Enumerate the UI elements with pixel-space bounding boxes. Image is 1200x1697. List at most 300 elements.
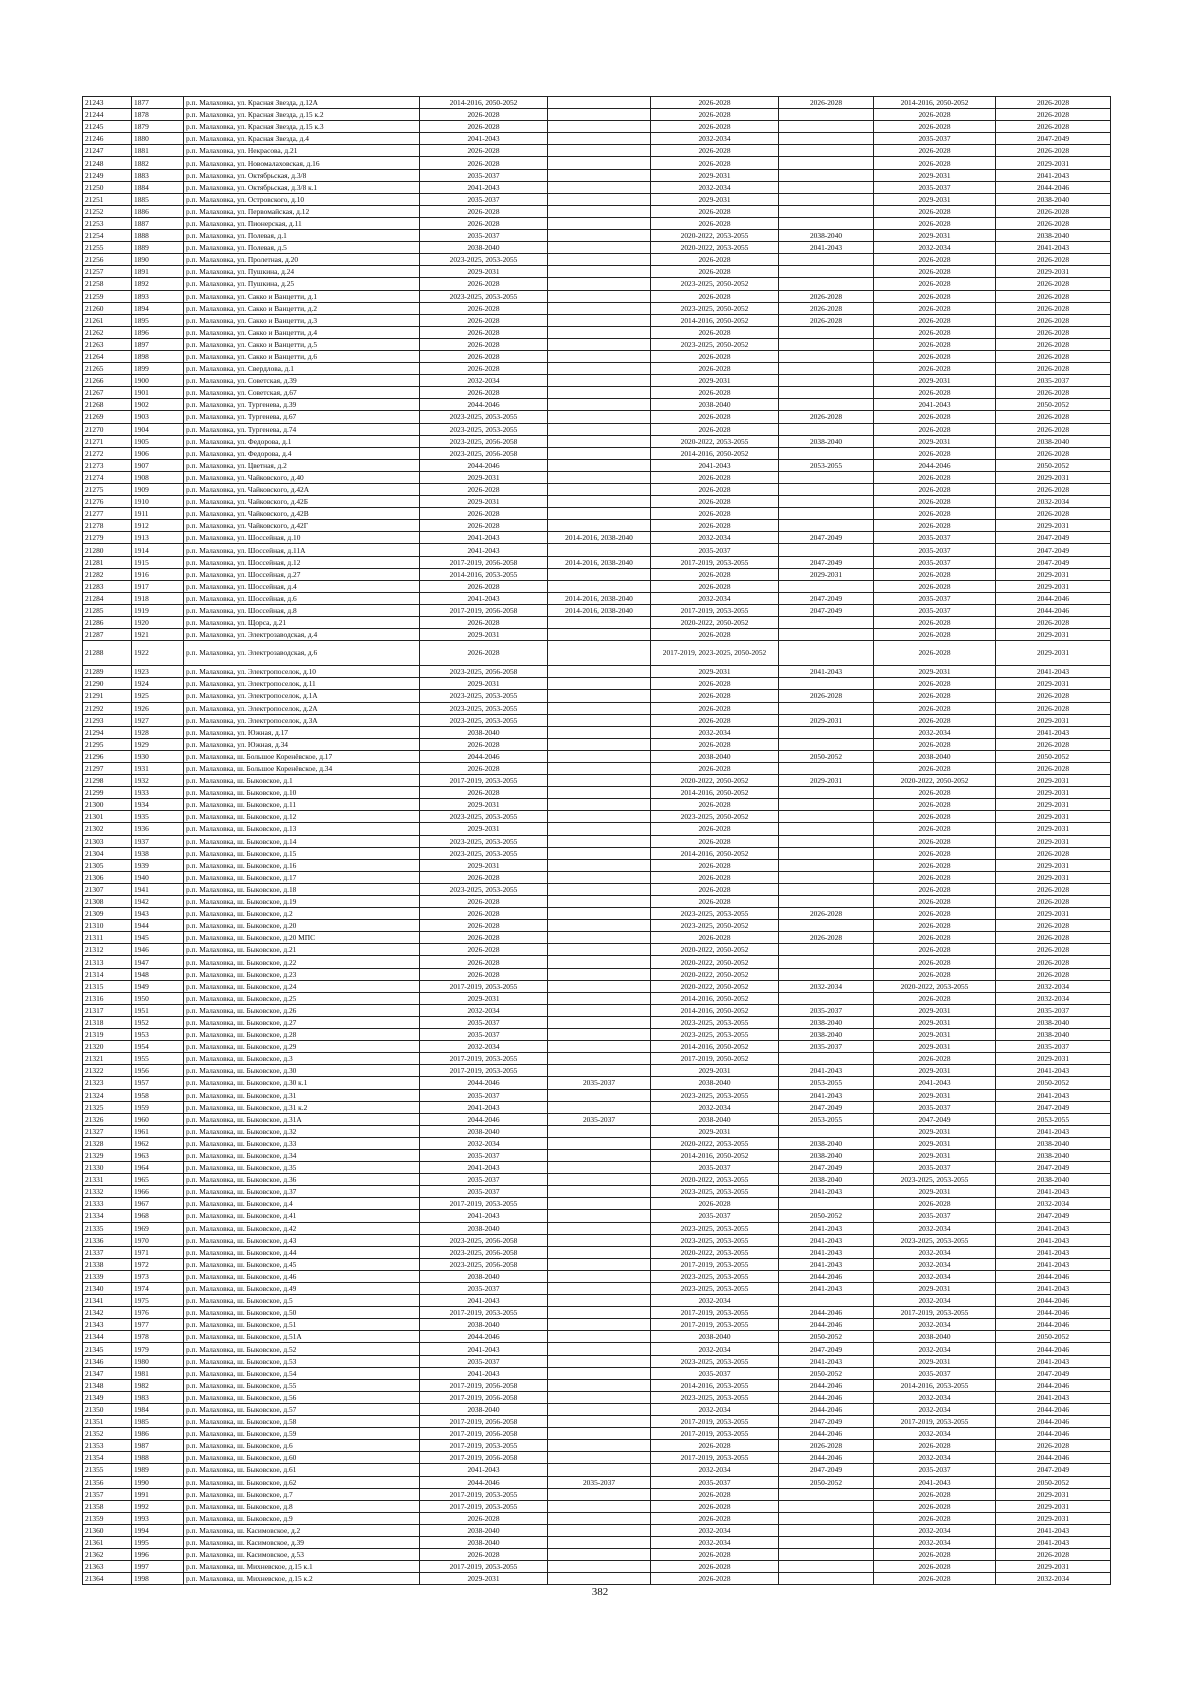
cell-object-number: 1921 — [132, 629, 184, 641]
cell-period-col-5 — [548, 1464, 651, 1476]
cell-period-col-7: 2026-2028 — [779, 290, 874, 302]
cell-period-col-8: 2029-2031 — [874, 1029, 996, 1041]
cell-period-col-6: 2014-2016, 2050-2052 — [651, 992, 779, 1004]
cell-address: р.п. Малаховка, ш. Быковское, д.14 — [184, 835, 420, 847]
cell-object-number: 1892 — [132, 278, 184, 290]
cell-period-col-7: 2047-2049 — [779, 532, 874, 544]
cell-period-col-8: 2032-2034 — [874, 1222, 996, 1234]
table-row — [83, 738, 1111, 750]
cell-period-col-9: 2044-2046 — [996, 1307, 1111, 1319]
cell-period-col-8: 2026-2028 — [874, 447, 996, 459]
cell-period-col-6: 2038-2040 — [651, 1113, 779, 1125]
table-row — [83, 544, 1111, 556]
cell-object-number: 1995 — [132, 1536, 184, 1548]
cell-row-id: 21281 — [83, 556, 132, 568]
cell-object-number: 1946 — [132, 944, 184, 956]
cell-period-col-4: 2023-2025, 2056-2058 — [420, 1234, 548, 1246]
cell-period-col-8: 2032-2034 — [874, 1391, 996, 1403]
cell-period-col-5 — [548, 1295, 651, 1307]
cell-period-col-5 — [548, 1137, 651, 1149]
cell-row-id: 21287 — [83, 629, 132, 641]
cell-period-col-5 — [548, 217, 651, 229]
cell-address: р.п. Малаховка, ш. Касимовское, д.2 — [184, 1524, 420, 1536]
cell-period-col-9: 2041-2043 — [996, 1391, 1111, 1403]
cell-period-col-6: 2035-2037 — [651, 1210, 779, 1222]
cell-period-col-9: 2050-2052 — [996, 399, 1111, 411]
cell-address: р.п. Малаховка, ул. Федорова, д.4 — [184, 447, 420, 459]
cell-object-number: 1903 — [132, 411, 184, 423]
table-row — [83, 1488, 1111, 1500]
cell-period-col-4: 2026-2028 — [420, 302, 548, 314]
cell-period-col-9: 2044-2046 — [996, 1379, 1111, 1391]
cell-period-col-5 — [548, 326, 651, 338]
cell-period-col-7 — [779, 617, 874, 629]
cell-object-number: 1929 — [132, 738, 184, 750]
cell-period-col-8: 2041-2043 — [874, 1476, 996, 1488]
table-row — [83, 1307, 1111, 1319]
cell-object-number: 1962 — [132, 1137, 184, 1149]
cell-period-col-8: 2035-2037 — [874, 1464, 996, 1476]
table-row — [83, 908, 1111, 920]
cell-period-col-4: 2035-2037 — [420, 1149, 548, 1161]
cell-period-col-9: 2047-2049 — [996, 544, 1111, 556]
cell-period-col-4: 2029-2031 — [420, 1573, 548, 1585]
cell-period-col-4: 2032-2034 — [420, 1137, 548, 1149]
cell-period-col-9: 2029-2031 — [996, 1500, 1111, 1512]
cell-period-col-4: 2026-2028 — [420, 787, 548, 799]
cell-row-id: 21326 — [83, 1113, 132, 1125]
cell-period-col-6: 2026-2028 — [651, 290, 779, 302]
cell-row-id: 21243 — [83, 97, 132, 109]
cell-period-col-5 — [548, 714, 651, 726]
table-row — [83, 604, 1111, 616]
cell-period-col-6: 2026-2028 — [651, 484, 779, 496]
table-row — [83, 205, 1111, 217]
cell-address: р.п. Малаховка, ул. Красная Звезда, д.15 к.3 — [184, 121, 420, 133]
cell-period-col-7: 2041-2043 — [779, 1246, 874, 1258]
cell-address: р.п. Малаховка, ш. Быковское, д.31А — [184, 1113, 420, 1125]
cell-period-col-8: 2026-2028 — [874, 266, 996, 278]
cell-period-col-4: 2026-2028 — [420, 956, 548, 968]
cell-period-col-7 — [779, 1500, 874, 1512]
table-row — [83, 968, 1111, 980]
cell-address: р.п. Малаховка, ш. Быковское, д.8 — [184, 1500, 420, 1512]
cell-period-col-9: 2041-2043 — [996, 1186, 1111, 1198]
cell-period-col-5 — [548, 1029, 651, 1041]
table-row — [83, 1162, 1111, 1174]
cell-period-col-8: 2026-2028 — [874, 787, 996, 799]
cell-object-number: 1926 — [132, 702, 184, 714]
cell-period-col-7: 2047-2049 — [779, 556, 874, 568]
cell-object-number: 1993 — [132, 1512, 184, 1524]
cell-period-col-4: 2023-2025, 2056-2058 — [420, 1246, 548, 1258]
cell-object-number: 1939 — [132, 859, 184, 871]
table-row — [83, 314, 1111, 326]
cell-period-col-5 — [548, 666, 651, 678]
cell-period-col-5 — [548, 145, 651, 157]
cell-period-col-4: 2017-2019, 2056-2058 — [420, 1416, 548, 1428]
table-row — [83, 230, 1111, 242]
cell-period-col-4: 2014-2016, 2053-2055 — [420, 568, 548, 580]
cell-address: р.п. Малаховка, ул. Красная Звезда, д.15 к.2 — [184, 109, 420, 121]
table-row — [83, 1258, 1111, 1270]
cell-period-col-6: 2029-2031 — [651, 169, 779, 181]
cell-period-col-7: 2050-2052 — [779, 1367, 874, 1379]
cell-period-col-9: 2047-2049 — [996, 1367, 1111, 1379]
cell-row-id: 21288 — [83, 641, 132, 666]
cell-row-id: 21307 — [83, 883, 132, 895]
cell-period-col-4: 2017-2019, 2056-2058 — [420, 1428, 548, 1440]
cell-period-col-6: 2026-2028 — [651, 1549, 779, 1561]
cell-row-id: 21321 — [83, 1053, 132, 1065]
cell-period-col-4: 2029-2031 — [420, 471, 548, 483]
cell-period-col-9: 2044-2046 — [996, 1428, 1111, 1440]
table-row — [83, 787, 1111, 799]
cell-address: р.п. Малаховка, ш. Быковское, д.33 — [184, 1137, 420, 1149]
cell-period-col-9: 2041-2043 — [996, 1536, 1111, 1548]
cell-address: р.п. Малаховка, ш. Быковское, д.17 — [184, 871, 420, 883]
cell-period-col-8: 2026-2028 — [874, 678, 996, 690]
cell-row-id: 21275 — [83, 484, 132, 496]
cell-period-col-6: 2026-2028 — [651, 580, 779, 592]
table-row — [83, 726, 1111, 738]
cell-object-number: 1949 — [132, 980, 184, 992]
cell-address: р.п. Малаховка, ш. Михневское, д.15 к.2 — [184, 1573, 420, 1585]
cell-address: р.п. Малаховка, ш. Быковское, д.1 — [184, 775, 420, 787]
cell-period-col-4: 2017-2019, 2056-2058 — [420, 604, 548, 616]
cell-period-col-6: 2026-2028 — [651, 1512, 779, 1524]
cell-period-col-5 — [548, 762, 651, 774]
cell-period-col-6: 2014-2016, 2050-2052 — [651, 847, 779, 859]
cell-object-number: 1896 — [132, 326, 184, 338]
cell-row-id: 21312 — [83, 944, 132, 956]
cell-period-col-5 — [548, 411, 651, 423]
cell-period-col-8: 2035-2037 — [874, 133, 996, 145]
cell-period-col-7: 2038-2040 — [779, 1137, 874, 1149]
cell-period-col-6: 2020-2022, 2053-2055 — [651, 242, 779, 254]
cell-period-col-9: 2038-2040 — [996, 193, 1111, 205]
cell-period-col-8: 2041-2043 — [874, 399, 996, 411]
cell-address: р.п. Малаховка, ул. Чайковского, д.42В — [184, 508, 420, 520]
table-row — [83, 980, 1111, 992]
cell-period-col-5 — [548, 157, 651, 169]
cell-period-col-7 — [779, 1524, 874, 1536]
cell-period-col-9: 2029-2031 — [996, 787, 1111, 799]
cell-object-number: 1945 — [132, 932, 184, 944]
cell-period-col-7 — [779, 641, 874, 666]
cell-period-col-4: 2026-2028 — [420, 217, 548, 229]
cell-object-number: 1956 — [132, 1065, 184, 1077]
cell-period-col-7 — [779, 1053, 874, 1065]
cell-period-col-8: 2026-2028 — [874, 859, 996, 871]
cell-object-number: 1981 — [132, 1367, 184, 1379]
table-row — [83, 350, 1111, 362]
cell-row-id: 21341 — [83, 1295, 132, 1307]
cell-row-id: 21308 — [83, 896, 132, 908]
table-row — [83, 859, 1111, 871]
cell-period-col-8: 2035-2037 — [874, 181, 996, 193]
cell-row-id: 21324 — [83, 1089, 132, 1101]
cell-period-col-8: 2026-2028 — [874, 1440, 996, 1452]
cell-period-col-9: 2029-2031 — [996, 568, 1111, 580]
table-row — [83, 121, 1111, 133]
cell-object-number: 1997 — [132, 1561, 184, 1573]
cell-period-col-5 — [548, 363, 651, 375]
cell-row-id: 21344 — [83, 1331, 132, 1343]
cell-period-col-5 — [548, 1403, 651, 1415]
cell-object-number: 1915 — [132, 556, 184, 568]
table-row — [83, 133, 1111, 145]
table-row — [83, 1573, 1111, 1585]
cell-period-col-6: 2017-2019, 2053-2055 — [651, 1258, 779, 1270]
table-row — [83, 714, 1111, 726]
cell-period-col-6: 2026-2028 — [651, 97, 779, 109]
cell-row-id: 21323 — [83, 1077, 132, 1089]
cell-address: р.п. Малаховка, ш. Быковское, д.41 — [184, 1210, 420, 1222]
cell-period-col-5 — [548, 1343, 651, 1355]
cell-row-id: 21268 — [83, 399, 132, 411]
cell-period-col-9: 2038-2040 — [996, 230, 1111, 242]
cell-period-col-4: 2038-2040 — [420, 1270, 548, 1282]
cell-period-col-8: 2026-2028 — [874, 508, 996, 520]
cell-period-col-4: 2023-2025, 2053-2055 — [420, 883, 548, 895]
cell-period-col-8: 2017-2019, 2053-2055 — [874, 1416, 996, 1428]
cell-address: р.п. Малаховка, ш. Быковское, д.51А — [184, 1331, 420, 1343]
cell-period-col-6: 2017-2019, 2023-2025, 2050-2052 — [651, 641, 779, 666]
cell-period-col-5 — [548, 423, 651, 435]
cell-period-col-4: 2041-2043 — [420, 544, 548, 556]
cell-address: р.п. Малаховка, ш. Быковское, д.43 — [184, 1234, 420, 1246]
cell-period-col-6: 2026-2028 — [651, 423, 779, 435]
cell-period-col-4: 2023-2025, 2053-2055 — [420, 847, 548, 859]
cell-row-id: 21311 — [83, 932, 132, 944]
cell-period-col-7 — [779, 847, 874, 859]
cell-period-col-8: 2026-2028 — [874, 956, 996, 968]
cell-object-number: 1918 — [132, 592, 184, 604]
cell-period-col-4: 2029-2031 — [420, 799, 548, 811]
cell-period-col-4: 2041-2043 — [420, 532, 548, 544]
table-row — [83, 568, 1111, 580]
cell-period-col-9: 2026-2028 — [996, 738, 1111, 750]
cell-object-number: 1948 — [132, 968, 184, 980]
cell-period-col-4: 2026-2028 — [420, 871, 548, 883]
cell-period-col-9: 2044-2046 — [996, 1270, 1111, 1282]
cell-period-col-9: 2026-2028 — [996, 944, 1111, 956]
page-number: 382 — [591, 1586, 609, 1598]
cell-period-col-6: 2026-2028 — [651, 629, 779, 641]
cell-period-col-9: 2029-2031 — [996, 799, 1111, 811]
cell-period-col-8: 2026-2028 — [874, 702, 996, 714]
cell-address: р.п. Малаховка, ш. Быковское, д.46 — [184, 1270, 420, 1282]
cell-period-col-5 — [548, 1258, 651, 1270]
cell-period-col-4: 2041-2043 — [420, 1367, 548, 1379]
cell-period-col-9: 2026-2028 — [996, 447, 1111, 459]
cell-period-col-5 — [548, 641, 651, 666]
cell-object-number: 1913 — [132, 532, 184, 544]
cell-period-col-5 — [548, 350, 651, 362]
cell-period-col-5 — [548, 387, 651, 399]
table-row — [83, 1319, 1111, 1331]
cell-period-col-9: 2038-2040 — [996, 1137, 1111, 1149]
cell-period-col-9: 2029-2031 — [996, 1561, 1111, 1573]
cell-period-col-5 — [548, 1174, 651, 1186]
cell-period-col-9: 2038-2040 — [996, 435, 1111, 447]
cell-period-col-8: 2026-2028 — [874, 762, 996, 774]
cell-object-number: 1899 — [132, 363, 184, 375]
cell-period-col-7: 2032-2034 — [779, 980, 874, 992]
cell-period-col-4: 2035-2037 — [420, 169, 548, 181]
cell-period-col-6: 2020-2022, 2053-2055 — [651, 1174, 779, 1186]
cell-period-col-9: 2029-2031 — [996, 266, 1111, 278]
cell-period-col-6: 2026-2028 — [651, 411, 779, 423]
cell-address: р.п. Малаховка, ш. Быковское, д.45 — [184, 1258, 420, 1270]
cell-address: р.п. Малаховка, ш. Быковское, д.57 — [184, 1403, 420, 1415]
cell-period-col-4: 2026-2028 — [420, 363, 548, 375]
cell-period-col-6: 2026-2028 — [651, 508, 779, 520]
table-row — [83, 145, 1111, 157]
cell-period-col-7: 2041-2043 — [779, 1222, 874, 1234]
table-row — [83, 1029, 1111, 1041]
cell-period-col-7: 2047-2049 — [779, 604, 874, 616]
cell-period-col-4: 2035-2037 — [420, 1016, 548, 1028]
cell-period-col-4: 2026-2028 — [420, 641, 548, 666]
cell-period-col-5 — [548, 932, 651, 944]
cell-period-col-9: 2029-2031 — [996, 1053, 1111, 1065]
table-row — [83, 1331, 1111, 1343]
cell-object-number: 1961 — [132, 1125, 184, 1137]
cell-period-col-7 — [779, 338, 874, 350]
table-row — [83, 956, 1111, 968]
cell-period-col-9: 2029-2031 — [996, 520, 1111, 532]
table-row — [83, 1416, 1111, 1428]
cell-period-col-7 — [779, 1295, 874, 1307]
cell-object-number: 1908 — [132, 471, 184, 483]
cell-row-id: 21310 — [83, 920, 132, 932]
cell-row-id: 21317 — [83, 1004, 132, 1016]
cell-address: р.п. Малаховка, ш. Быковское, д.18 — [184, 883, 420, 895]
table-row — [83, 1295, 1111, 1307]
cell-period-col-9: 2044-2046 — [996, 1452, 1111, 1464]
cell-period-col-4: 2044-2046 — [420, 399, 548, 411]
cell-period-col-4: 2026-2028 — [420, 932, 548, 944]
cell-period-col-7: 2047-2049 — [779, 1464, 874, 1476]
cell-period-col-7 — [779, 254, 874, 266]
cell-address: р.п. Малаховка, ш. Быковское, д.3 — [184, 1053, 420, 1065]
cell-period-col-6: 2026-2028 — [651, 896, 779, 908]
cell-row-id: 21336 — [83, 1234, 132, 1246]
cell-address: р.п. Малаховка, ул. Шоссейная, д.4 — [184, 580, 420, 592]
cell-address: р.п. Малаховка, ш. Быковское, д.55 — [184, 1379, 420, 1391]
cell-period-col-6: 2026-2028 — [651, 1561, 779, 1573]
cell-period-col-9: 2026-2028 — [996, 363, 1111, 375]
cell-period-col-6: 2017-2019, 2053-2055 — [651, 1416, 779, 1428]
cell-period-col-4: 2017-2019, 2053-2055 — [420, 1053, 548, 1065]
cell-period-col-7 — [779, 823, 874, 835]
cell-row-id: 21305 — [83, 859, 132, 871]
cell-period-col-7 — [779, 1549, 874, 1561]
cell-period-col-6: 2020-2022, 2050-2052 — [651, 968, 779, 980]
cell-period-col-5 — [548, 1234, 651, 1246]
table-row — [83, 580, 1111, 592]
cell-period-col-8: 2035-2037 — [874, 544, 996, 556]
cell-period-col-8: 2029-2031 — [874, 1125, 996, 1137]
cell-period-col-5 — [548, 314, 651, 326]
cell-period-col-8: 2029-2031 — [874, 1149, 996, 1161]
cell-period-col-4: 2017-2019, 2056-2058 — [420, 1391, 548, 1403]
cell-period-col-9: 2047-2049 — [996, 133, 1111, 145]
cell-object-number: 1889 — [132, 242, 184, 254]
cell-period-col-7: 2050-2052 — [779, 1210, 874, 1222]
cell-object-number: 1886 — [132, 205, 184, 217]
cell-period-col-4: 2029-2031 — [420, 992, 548, 1004]
cell-period-col-5 — [548, 1210, 651, 1222]
cell-period-col-4: 2044-2046 — [420, 750, 548, 762]
cell-period-col-4: 2035-2037 — [420, 1174, 548, 1186]
cell-period-col-7 — [779, 375, 874, 387]
cell-period-col-9: 2044-2046 — [996, 1403, 1111, 1415]
cell-address: р.п. Малаховка, ш. Быковское, д.49 — [184, 1283, 420, 1295]
cell-period-col-7 — [779, 169, 874, 181]
cell-address: р.п. Малаховка, ул. Щорса, д.21 — [184, 617, 420, 629]
cell-period-col-4: 2026-2028 — [420, 580, 548, 592]
cell-row-id: 21313 — [83, 956, 132, 968]
cell-period-col-7: 2038-2040 — [779, 1016, 874, 1028]
cell-object-number: 1881 — [132, 145, 184, 157]
cell-period-col-5 — [548, 302, 651, 314]
cell-period-col-8: 2020-2022, 2053-2055 — [874, 980, 996, 992]
cell-period-col-4: 2023-2025, 2056-2058 — [420, 435, 548, 447]
cell-address: р.п. Малаховка, ул. Южная, д.34 — [184, 738, 420, 750]
cell-address: р.п. Малаховка, ул. Первомайская, д.12 — [184, 205, 420, 217]
cell-period-col-4: 2017-2019, 2053-2055 — [420, 1440, 548, 1452]
cell-period-col-8: 2029-2031 — [874, 1065, 996, 1077]
cell-row-id: 21329 — [83, 1149, 132, 1161]
cell-period-col-7: 2047-2049 — [779, 1162, 874, 1174]
cell-period-col-9: 2035-2037 — [996, 1004, 1111, 1016]
cell-row-id: 21277 — [83, 508, 132, 520]
table-row — [83, 1234, 1111, 1246]
cell-period-col-7 — [779, 1198, 874, 1210]
cell-period-col-8: 2032-2034 — [874, 1295, 996, 1307]
cell-period-col-5 — [548, 1016, 651, 1028]
cell-period-col-7 — [779, 678, 874, 690]
cell-object-number: 1887 — [132, 217, 184, 229]
cell-period-col-8: 2029-2031 — [874, 193, 996, 205]
cell-period-col-8: 2026-2028 — [874, 411, 996, 423]
cell-address: р.п. Малаховка, ул. Электропоселок, д.11 — [184, 678, 420, 690]
cell-period-col-5 — [548, 1004, 651, 1016]
cell-period-col-6: 2014-2016, 2050-2052 — [651, 787, 779, 799]
cell-period-col-9: 2026-2028 — [996, 387, 1111, 399]
cell-period-col-9: 2029-2031 — [996, 580, 1111, 592]
cell-row-id: 21301 — [83, 811, 132, 823]
cell-period-col-5 — [548, 1089, 651, 1101]
table-row — [83, 1016, 1111, 1028]
table-row — [83, 157, 1111, 169]
cell-period-col-7 — [779, 738, 874, 750]
cell-period-col-4: 2032-2034 — [420, 1004, 548, 1016]
cell-period-col-9: 2032-2034 — [996, 992, 1111, 1004]
cell-period-col-5 — [548, 738, 651, 750]
cell-period-col-9: 2029-2031 — [996, 678, 1111, 690]
cell-row-id: 21283 — [83, 580, 132, 592]
table-row — [83, 629, 1111, 641]
cell-period-col-6: 2023-2025, 2053-2055 — [651, 1222, 779, 1234]
cell-period-col-5 — [548, 1101, 651, 1113]
cell-period-col-6: 2032-2034 — [651, 1343, 779, 1355]
table-row — [83, 1089, 1111, 1101]
cell-period-col-9: 2026-2028 — [996, 690, 1111, 702]
